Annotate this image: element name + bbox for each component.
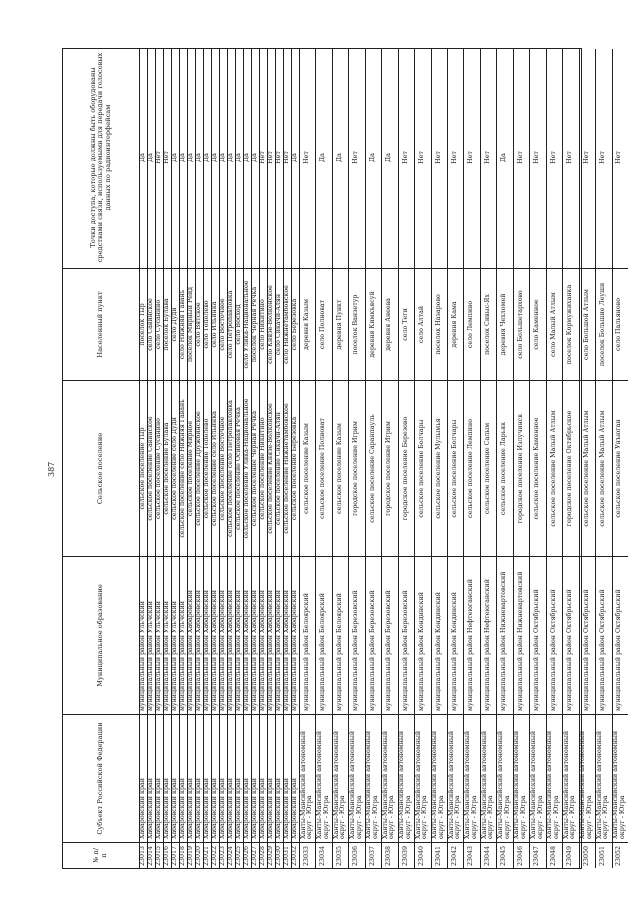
row-subject: Ханты-Мансийский автономный округ - Югра [579, 714, 595, 842]
row-access: Да [171, 153, 178, 162]
row-settlement: сельское поселение Булава [163, 380, 171, 556]
row-locality: село Теги [398, 268, 414, 380]
row-municipal: муниципальный район Октябрьский [546, 556, 562, 714]
row-num: 23018 [179, 842, 187, 868]
row-subject: Хабаровский край [251, 714, 259, 842]
row-locality: поселок Сивыс-Ях [480, 268, 496, 380]
table-row [431, 49, 448, 868]
row-locality: деревня Чехломей [496, 268, 512, 380]
row-subject: Хабаровский край [283, 714, 291, 842]
row-subject: Ханты-Мансийский автономный округ - Югра [529, 714, 545, 842]
row-settlement: сельское поселение село Ильинка [211, 380, 219, 556]
row-num: 23022 [211, 842, 219, 868]
row-locality: село Большетархово [513, 268, 529, 380]
row-subject: Хабаровский край [171, 714, 179, 842]
row-access: Да [203, 153, 210, 162]
row-municipal: муниципальный район Хабаровский [187, 556, 195, 714]
row-access: Да [195, 153, 202, 162]
row-municipal: муниципальный район Октябрьский [529, 556, 545, 714]
row-access: Нет [533, 151, 541, 164]
row-locality: поселок Большие Леуши [595, 268, 611, 380]
row-settlement: городское поселение Березово [398, 380, 414, 556]
row-subject: Ханты-Мансийский автономный округ - Югра [365, 714, 381, 842]
row-num: 23030 [275, 842, 283, 868]
row-subject: Ханты-Мансийский автономный округ - Югра [562, 714, 578, 842]
row-locality: деревня Кимкъясуй [365, 268, 381, 380]
row-locality: село Большой Атлым [579, 268, 595, 380]
row-subject: Ханты-Мансийский автономный округ - Югра [431, 714, 447, 842]
table-header-row [63, 49, 140, 868]
row-subject: Ханты-Мансийский автономный округ - Югра [414, 714, 430, 842]
row-num: 23040 [414, 842, 430, 868]
row-access: Нет [434, 151, 442, 164]
row-settlement: сельское поселение Восточное [219, 380, 227, 556]
row-municipal: муниципальный район Белоярский [332, 556, 348, 714]
row-access: Да [235, 153, 242, 162]
row-locality: деревня Казым [299, 268, 315, 380]
row-locality: село Нижняя Гавань [179, 268, 187, 380]
row-municipal: муниципальный район Октябрьский [595, 556, 611, 714]
row-settlement: сельское поселение Мулымья [431, 380, 447, 556]
row-access: Да [319, 153, 327, 162]
row-settlement: сельское поселение Князе-Волконское [267, 380, 275, 556]
row-settlement: сельское поселение село Нижняя Гавань [179, 380, 187, 556]
row-subject: Хабаровский край [219, 714, 227, 842]
row-num: 23048 [546, 842, 562, 868]
row-municipal: муниципальный район Хабаровский [283, 556, 291, 714]
row-locality: село Ильинка [211, 268, 219, 380]
row-locality: поселок Назарово [431, 268, 447, 380]
row-num: 23014 [147, 842, 155, 868]
row-settlement: сельское поселение Казым [299, 380, 315, 556]
table-row [496, 49, 513, 868]
row-subject: Ханты-Мансийский автономный округ - Югра [496, 714, 512, 842]
row-subject: Хабаровский край [187, 714, 195, 842]
row-subject: Хабаровский край [267, 714, 275, 842]
row-num: 23024 [227, 842, 235, 868]
row-num: 23039 [398, 842, 414, 868]
row-settlement: сельское поселение Малый Атлым [546, 380, 562, 556]
row-municipal: муниципальный район Березовский [365, 556, 381, 714]
row-access: Нет [352, 151, 360, 164]
table-row [513, 49, 530, 868]
row-num: 23046 [513, 842, 529, 868]
table-row [562, 49, 579, 868]
page-number: 387 [47, 461, 56, 477]
row-num: 23021 [203, 842, 211, 868]
row-subject: Ханты-Мансийский автономный округ - Югра [447, 714, 463, 842]
row-locality: поселок Тыр [139, 268, 147, 380]
row-num: 23032 [291, 842, 299, 868]
row-municipal: муниципальный район Октябрьский [579, 556, 595, 714]
row-settlement: сельское поселение Унъюган [612, 380, 628, 556]
row-locality: село Тополево [203, 268, 211, 380]
row-num: 23043 [464, 842, 480, 868]
row-municipal: муниципальный район Нижневартовский [513, 556, 529, 714]
row-municipal: муниципальный район Белоярский [299, 556, 315, 714]
row-municipal: муниципальный район Хабаровский [219, 556, 227, 714]
row-num: 23052 [612, 842, 628, 868]
row-locality: село Березовка [291, 268, 299, 380]
header-locality: Населенный пункт [63, 268, 139, 380]
row-num: 23042 [447, 842, 463, 868]
row-locality: село Восход [235, 268, 243, 380]
row-settlement: сельское поселение село Петропавловка [227, 380, 235, 556]
row-settlement: сельское поселение Болчары [414, 380, 430, 556]
row-num: 23041 [431, 842, 447, 868]
row-locality: село Лемпино [464, 268, 480, 380]
row-locality: село Улика-Национальное [243, 268, 251, 380]
row-subject: Хабаровский край [243, 714, 251, 842]
row-municipal: муниципальный район Ульчский [139, 556, 147, 714]
row-access: Да [251, 153, 258, 162]
row-num: 23049 [562, 842, 578, 868]
row-settlement: сельское поселение Полноват [315, 380, 331, 556]
row-municipal: муниципальный район Хабаровский [243, 556, 251, 714]
row-subject: Ханты-Мансийский автономный округ - Югра [348, 714, 364, 842]
row-locality: село Алтай [414, 268, 430, 380]
row-num: 23026 [243, 842, 251, 868]
row-num: 23034 [315, 842, 331, 868]
row-municipal: муниципальный район Кондинский [447, 556, 463, 714]
row-access: Нет [450, 151, 458, 164]
row-municipal: муниципальный район Нефтеюганский [480, 556, 496, 714]
row-locality: село Сусанино [155, 268, 163, 380]
row-locality: село Савинское [147, 268, 155, 380]
row-settlement: сельское поселение Савинское [147, 380, 155, 556]
row-num: 23051 [595, 842, 611, 868]
row-locality: поселок Ванзетур [348, 268, 364, 380]
row-num: 23038 [381, 842, 397, 868]
row-access: Нет [283, 151, 290, 164]
row-subject: Хабаровский край [259, 714, 267, 842]
row-access: Да [243, 153, 250, 162]
row-locality: деревня Пункт [332, 268, 348, 380]
table-row [398, 49, 415, 868]
row-locality: село Нижнетамбовское [283, 268, 291, 380]
table-row [546, 49, 563, 868]
row-settlement: сельское поселение Каменное [529, 380, 545, 556]
row-municipal: муниципальный район Березовский [398, 556, 414, 714]
row-subject: Ханты-Мансийский автономный округ - Югра [332, 714, 348, 842]
row-settlement: сельское поселение Тополево [203, 380, 211, 556]
table-row [612, 49, 628, 868]
row-subject: Хабаровский край [195, 714, 203, 842]
row-subject: Хабаровский край [163, 714, 171, 842]
row-access: Да [211, 153, 218, 162]
row-num: 23015 [155, 842, 163, 868]
row-subject: Хабаровский край [227, 714, 235, 842]
row-access: Да [335, 153, 343, 162]
row-municipal: муниципальный район Хабаровский [275, 556, 283, 714]
row-access: Нет [467, 151, 475, 164]
header-municipal: Муниципальное образование [63, 556, 139, 714]
row-access: Нет [259, 151, 266, 164]
row-subject: Хабаровский край [211, 714, 219, 842]
row-access: Да [227, 153, 234, 162]
row-access: Да [291, 153, 298, 162]
row-settlement: сельское поселение село Дуди [171, 380, 179, 556]
row-num: 23045 [496, 842, 512, 868]
row-settlement: сельское поселение Березовка [291, 380, 299, 556]
row-municipal: муниципальный район Березовский [348, 556, 364, 714]
row-access: Нет [566, 151, 574, 164]
header-subject: Субъект Российской Федерации [63, 714, 139, 842]
row-access: Нет [267, 151, 274, 164]
row-access: Да [187, 153, 194, 162]
row-municipal: муниципальный район Хабаровский [291, 556, 299, 714]
row-subject: Ханты-Мансийский автономный округ - Югра [513, 714, 529, 842]
row-locality: село Петропавловка [227, 268, 235, 380]
row-municipal: муниципальный район Октябрьский [612, 556, 628, 714]
row-access: Да [219, 153, 226, 162]
table-row [447, 49, 464, 868]
row-locality: поселок Булава [163, 268, 171, 380]
row-num: 23033 [299, 842, 315, 868]
row-subject: Ханты-Мансийский автономный округ - Югра [546, 714, 562, 842]
table-row [414, 49, 431, 868]
row-municipal: муниципальный район Хабаровский [227, 556, 235, 714]
row-settlement: сельское поселение Мирное [187, 380, 195, 556]
row-settlement: сельское поселение Осиновая Речка [235, 380, 243, 556]
row-num: 23050 [579, 842, 595, 868]
row-locality: деревня Анеева [381, 268, 397, 380]
row-settlement: сельское поселение Улика-Национальное [243, 380, 251, 556]
row-locality: село Каменное [529, 268, 545, 380]
row-access: Нет [549, 151, 557, 164]
row-settlement: сельское поселение Тыр [139, 380, 147, 556]
row-subject: Ханты-Мансийский автономный округ - Югра [595, 714, 611, 842]
row-access: Нет [582, 151, 590, 164]
row-locality: село Полноват [315, 268, 331, 380]
row-municipal: муниципальный район Октябрьский [562, 556, 578, 714]
row-locality: деревня Кама [447, 268, 463, 380]
table-row [365, 49, 382, 868]
header-access: Точки доступа, которые должны быть оборудованы средствами связи, используемыми для передачи голосовых данных по радиоинтерфейсам [88, 52, 112, 263]
row-subject: Ханты-Мансийский автономный округ - Югра [315, 714, 331, 842]
row-subject: Хабаровский край [139, 714, 147, 842]
row-settlement: городское поселение Игрим [381, 380, 397, 556]
row-access: Нет [599, 151, 606, 164]
row-access: Нет [483, 151, 491, 164]
row-settlement: сельское поселение Малый Атлым [579, 380, 595, 556]
row-municipal: муниципальный район Хабаровский [259, 556, 267, 714]
row-municipal: муниципальный район Хабаровский [267, 556, 275, 714]
row-access: Да [368, 153, 376, 162]
row-num: 23013 [139, 842, 147, 868]
row-municipal: муниципальный район Хабаровский [195, 556, 203, 714]
row-municipal: муниципальный район Хабаровский [251, 556, 259, 714]
row-subject: Хабаровский край [147, 714, 155, 842]
row-num: 23047 [529, 842, 545, 868]
row-locality: село Восточное [219, 268, 227, 380]
row-access: Нет [155, 151, 162, 164]
row-num: 23027 [251, 842, 259, 868]
row-settlement: сельское поселение Сикачи-Алян [275, 380, 283, 556]
row-settlement: сельское поселение Дружбинское [195, 380, 203, 556]
row-municipal: муниципальный район Ульчский [147, 556, 155, 714]
row-municipal: муниципальный район Хабаровский [211, 556, 219, 714]
table-row [529, 49, 546, 868]
row-locality: село Малый Атлым [546, 268, 562, 380]
row-access: Нет [163, 151, 170, 164]
row-municipal: муниципальный район Ульчский [155, 556, 163, 714]
row-num: 23036 [348, 842, 364, 868]
row-subject: Хабаровский край [291, 714, 299, 842]
row-locality: село Вятское [195, 268, 203, 380]
row-locality: село Пальяново [612, 268, 628, 380]
row-access: Нет [418, 151, 426, 164]
row-subject: Ханты-Мансийский автономный округ - Югра [398, 714, 414, 842]
row-municipal: муниципальный район Березовский [381, 556, 397, 714]
row-num: 23035 [332, 842, 348, 868]
row-settlement: сельское поселение Салым [480, 380, 496, 556]
table-row [480, 49, 497, 868]
row-municipal: муниципальный район Кондинский [431, 556, 447, 714]
row-locality: село Дуди [171, 268, 179, 380]
row-num: 23028 [259, 842, 267, 868]
row-access: Нет [275, 151, 282, 164]
row-locality: село Никитино [259, 268, 267, 380]
row-settlement: городское поселение Октябрьское [562, 380, 578, 556]
row-settlement: сельское поселение Ларьяк [496, 380, 512, 556]
table-row [595, 49, 612, 868]
row-num: 23023 [219, 842, 227, 868]
header-settlement: Сельское поселение [63, 380, 139, 556]
row-num: 23037 [365, 842, 381, 868]
row-access: Нет [401, 151, 409, 164]
row-municipal: муниципальный район Нижневартовский [496, 556, 512, 714]
row-settlement: сельское поселение Саранпауль [365, 380, 381, 556]
row-subject: Ханты-Мансийский автономный округ - Югра [464, 714, 480, 842]
row-settlement: сельское поселение Никитино [259, 380, 267, 556]
row-subject: Хабаровский край [179, 714, 187, 842]
row-settlement: сельское поселение Болчары [447, 380, 463, 556]
row-num: 23016 [163, 842, 171, 868]
row-subject: Хабаровский край [203, 714, 211, 842]
row-settlement: сельское поселение Черная Речка [251, 380, 259, 556]
row-municipal: муниципальный район Ульчский [163, 556, 171, 714]
row-municipal: муниципальный район Нефтеюганский [464, 556, 480, 714]
table-row [348, 49, 365, 868]
table-row [299, 49, 316, 868]
row-subject: Хабаровский край [235, 714, 243, 842]
row-settlement: городское поселение Излучинск [513, 380, 529, 556]
row-locality: село Князе-Волконское [267, 268, 275, 380]
table-row [332, 49, 349, 868]
row-access: Да [147, 153, 154, 162]
row-access: Нет [615, 151, 623, 164]
row-num: 23020 [195, 842, 203, 868]
row-locality: село Сикачи-Алян [275, 268, 283, 380]
document-table [62, 48, 626, 869]
row-settlement: сельское поселение Малый Атлым [595, 380, 611, 556]
row-settlement: сельское поселение Сусанино [155, 380, 163, 556]
row-municipal: муниципальный район Хабаровский [235, 556, 243, 714]
header-num: № п/п [63, 842, 139, 868]
row-access: Да [500, 153, 508, 162]
row-locality: поселок Кормужиханка [562, 268, 578, 380]
row-municipal: муниципальный район Хабаровский [203, 556, 211, 714]
row-settlement: сельское поселение Казым [332, 380, 348, 556]
row-settlement: сельское поселение Лемпино [464, 380, 480, 556]
row-subject: Хабаровский край [275, 714, 283, 842]
table-row [464, 49, 481, 868]
row-access: Да [385, 153, 393, 162]
row-municipal: муниципальный район Ульчский [179, 556, 187, 714]
row-locality: поселок Черная Речка [251, 268, 259, 380]
row-locality: поселок Мирный Рейд [187, 268, 195, 380]
row-settlement: городское поселение Игрим [348, 380, 364, 556]
table-row [579, 49, 596, 868]
row-municipal: муниципальный район Белоярский [315, 556, 331, 714]
row-access: Да [179, 153, 186, 162]
row-num: 23017 [171, 842, 179, 868]
row-num: 23031 [283, 842, 291, 868]
row-subject: Ханты-Мансийский автономный округ - Югра [612, 714, 628, 842]
row-subject: Ханты-Мансийский автономный округ - Югра [480, 714, 496, 842]
row-subject: Ханты-Мансийский автономный округ - Югра [381, 714, 397, 842]
row-num: 23025 [235, 842, 243, 868]
row-num: 23044 [480, 842, 496, 868]
row-access: Да [139, 153, 146, 162]
row-access: Нет [302, 151, 310, 164]
row-municipal: муниципальный район Ульчский [171, 556, 179, 714]
row-access: Нет [516, 151, 524, 164]
row-settlement: сельское поселение Нижнетамбовское [283, 380, 291, 556]
row-municipal: муниципальный район Кондинский [414, 556, 430, 714]
table-row [381, 49, 398, 868]
row-num: 23029 [267, 842, 275, 868]
row-subject: Хабаровский край [155, 714, 163, 842]
row-subject: Ханты-Мансийский автономный округ - Югра [299, 714, 315, 842]
row-num: 23019 [187, 842, 195, 868]
table-row [315, 49, 332, 868]
